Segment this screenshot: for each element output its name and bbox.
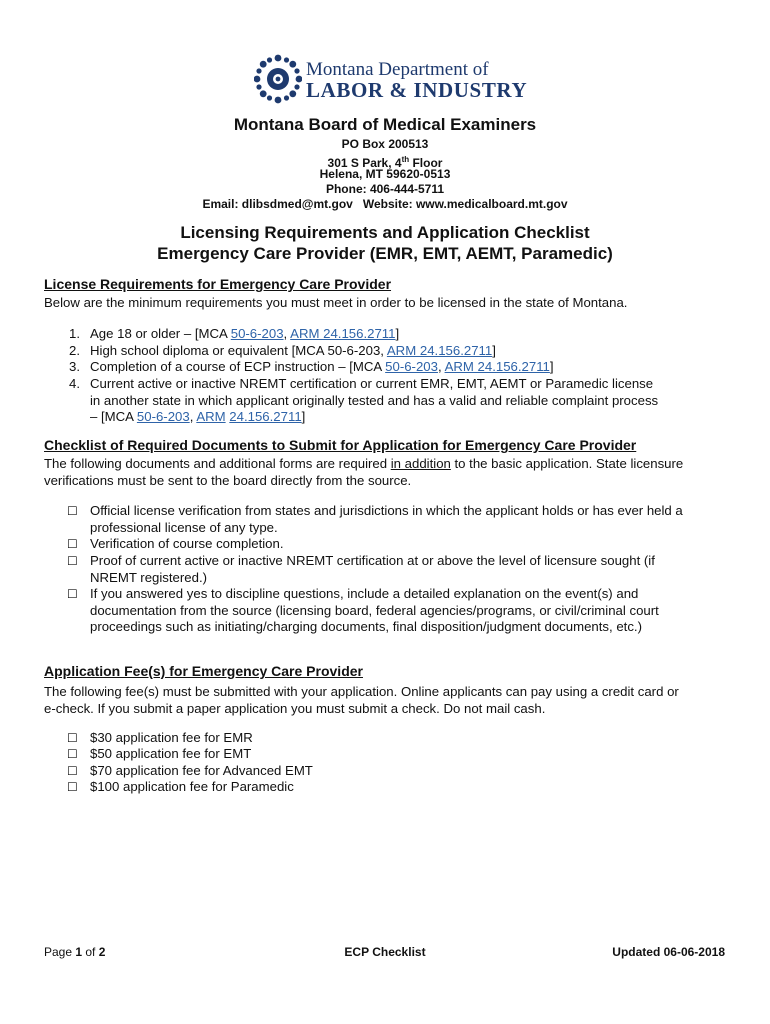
requirement-item bbox=[0, 326, 770, 343]
intro-text: to the basic application. State licensure bbox=[450, 456, 684, 471]
link-mca[interactable]: 50-6-203 bbox=[230, 326, 284, 341]
item-text: Verification of course completion. bbox=[90, 536, 284, 551]
item-text: Proof of current active or inactive NREMT certification at or above the level of licensure sought (if bbox=[90, 553, 655, 568]
logo-line-2: LABOR & INDUSTRY bbox=[306, 78, 528, 102]
checklist-item bbox=[0, 536, 770, 553]
item-number: 2. bbox=[69, 343, 80, 358]
doc-title-line-1: Licensing Requirements and Application Checklist bbox=[180, 223, 590, 242]
checkbox-icon[interactable]: ☐ bbox=[67, 764, 78, 778]
requirement-item bbox=[0, 376, 770, 426]
checkbox-icon[interactable]: ☐ bbox=[67, 554, 78, 568]
fee-item bbox=[0, 730, 770, 747]
item-number: 4. bbox=[69, 376, 80, 391]
checkbox-icon[interactable]: ☐ bbox=[67, 537, 78, 551]
item-text: NREMT registered.) bbox=[90, 569, 208, 585]
link-arm[interactable]: ARM bbox=[196, 409, 226, 424]
checkbox-icon[interactable]: ☐ bbox=[67, 780, 78, 794]
checklist-item bbox=[0, 503, 770, 537]
requirement-item bbox=[0, 359, 770, 376]
fees-heading: Application Fee(s) for Emergency Care Provider bbox=[44, 663, 363, 679]
item-text: Official license verification from states and jurisdictions in which the applicant holds or has ever held a bbox=[90, 503, 683, 518]
item-text: in another state in which applicant originally tested and has a valid and reliable complaint process bbox=[90, 392, 659, 408]
email-website: Email: dlibsdmed@mt.gov Website: www.medicalboard.mt.gov bbox=[202, 197, 568, 211]
logo-line-1: Montana Department of bbox=[306, 59, 489, 80]
item-number: 3. bbox=[69, 359, 80, 374]
fee-item bbox=[0, 746, 770, 763]
fees-intro-line-1: The following fee(s) must be submitted with your application. Online applicants can pay using a credit card or bbox=[44, 684, 679, 699]
footer-title: ECP Checklist bbox=[344, 945, 426, 959]
fee-text: $50 application fee for EMT bbox=[90, 746, 252, 761]
item-number: 1. bbox=[69, 326, 80, 341]
item-close: ] bbox=[549, 359, 554, 374]
link-arm-number[interactable]: 24.156.2711 bbox=[229, 409, 302, 424]
page-of: of bbox=[82, 945, 99, 959]
fee-item bbox=[0, 779, 770, 796]
checkbox-icon[interactable]: ☐ bbox=[67, 504, 78, 518]
item-text: If you answered yes to discipline questions, include a detailed explanation on the event(s) and bbox=[90, 586, 639, 601]
phone: Phone: 406-444-5711 bbox=[325, 182, 445, 196]
item-close: ] bbox=[301, 409, 306, 424]
checkbox-icon[interactable]: ☐ bbox=[67, 587, 78, 601]
link-mca[interactable]: 50-6-203 bbox=[136, 409, 190, 424]
fees-intro-line-2: e-check. If you submit a paper application you must submit a check. Do not mail cash. bbox=[44, 701, 546, 716]
fee-text: $100 application fee for Paramedic bbox=[90, 779, 294, 794]
item-text: professional license of any type. bbox=[90, 519, 278, 535]
checklist-intro-line-2: verifications must be sent to the board directly from the source. bbox=[44, 473, 412, 488]
item-sep: , bbox=[189, 409, 197, 424]
fee-text: $70 application fee for Advanced EMT bbox=[90, 763, 313, 778]
link-arm[interactable]: ARM 24.156.2711 bbox=[444, 359, 550, 374]
link-arm[interactable]: ARM 24.156.2711 bbox=[386, 343, 493, 358]
po-box: PO Box 200513 bbox=[341, 137, 429, 151]
doc-title-line-2: Emergency Care Provider (EMR, EMT, AEMT, Paramedic) bbox=[157, 244, 613, 263]
item-text: Age 18 or older – [MCA bbox=[90, 326, 231, 341]
requirements-heading: License Requirements for Emergency Care Provider bbox=[44, 276, 392, 292]
city-address: Helena, MT 59620-0513 bbox=[319, 167, 451, 181]
fee-item bbox=[0, 763, 770, 780]
item-text: documentation from the source (licensing board, federal agencies/programs, or civil/criminal court bbox=[90, 602, 659, 618]
item-text: proceedings such as initiating/charging documents, final disposition/judgment documents, etc.) bbox=[90, 619, 642, 634]
street-text: 301 S Park, 4 bbox=[327, 156, 402, 170]
item-sep: , bbox=[283, 326, 291, 341]
checklist-item bbox=[0, 553, 770, 587]
requirements-intro: Below are the minimum requirements you must meet in order to be licensed in the state of Montana. bbox=[44, 295, 628, 310]
intro-text: The following documents and additional forms are required bbox=[44, 456, 391, 471]
checklist-heading: Checklist of Required Documents to Submit for Application for Emergency Care Provider bbox=[44, 437, 637, 453]
street-text-post: Floor bbox=[409, 156, 443, 170]
street-sup: th bbox=[401, 155, 410, 164]
checklist-item bbox=[0, 586, 770, 636]
item-text: Current active or inactive NREMT certification or current EMR, EMT, AEMT or Paramedic license bbox=[90, 376, 654, 391]
item-text: Completion of a course of ECP instruction – [MCA bbox=[90, 359, 386, 374]
checkbox-icon[interactable]: ☐ bbox=[67, 747, 78, 761]
item-text: – [MCA bbox=[90, 409, 137, 424]
intro-underlined: in addition bbox=[390, 456, 451, 471]
requirement-item bbox=[0, 343, 770, 360]
page-number: 1 bbox=[75, 945, 83, 959]
checkbox-icon[interactable]: ☐ bbox=[67, 731, 78, 745]
link-arm[interactable]: ARM 24.156.2711 bbox=[290, 326, 396, 341]
updated-date: Updated 06-06-2018 bbox=[612, 945, 725, 959]
item-text: High school diploma or equivalent [MCA 50-6-203, bbox=[90, 343, 387, 358]
link-mca[interactable]: 50-6-203 bbox=[385, 359, 438, 374]
fee-text: $30 application fee for EMR bbox=[90, 730, 253, 745]
page-total: 2 bbox=[98, 945, 106, 959]
item-sep: , bbox=[437, 359, 445, 374]
page-label: Page bbox=[44, 945, 76, 959]
item-close: ] bbox=[492, 343, 496, 358]
gear-seal-icon bbox=[254, 52, 302, 106]
item-close: ] bbox=[395, 326, 400, 341]
board-name: Montana Board of Medical Examiners bbox=[233, 115, 537, 134]
checklist-intro bbox=[44, 455, 734, 472]
